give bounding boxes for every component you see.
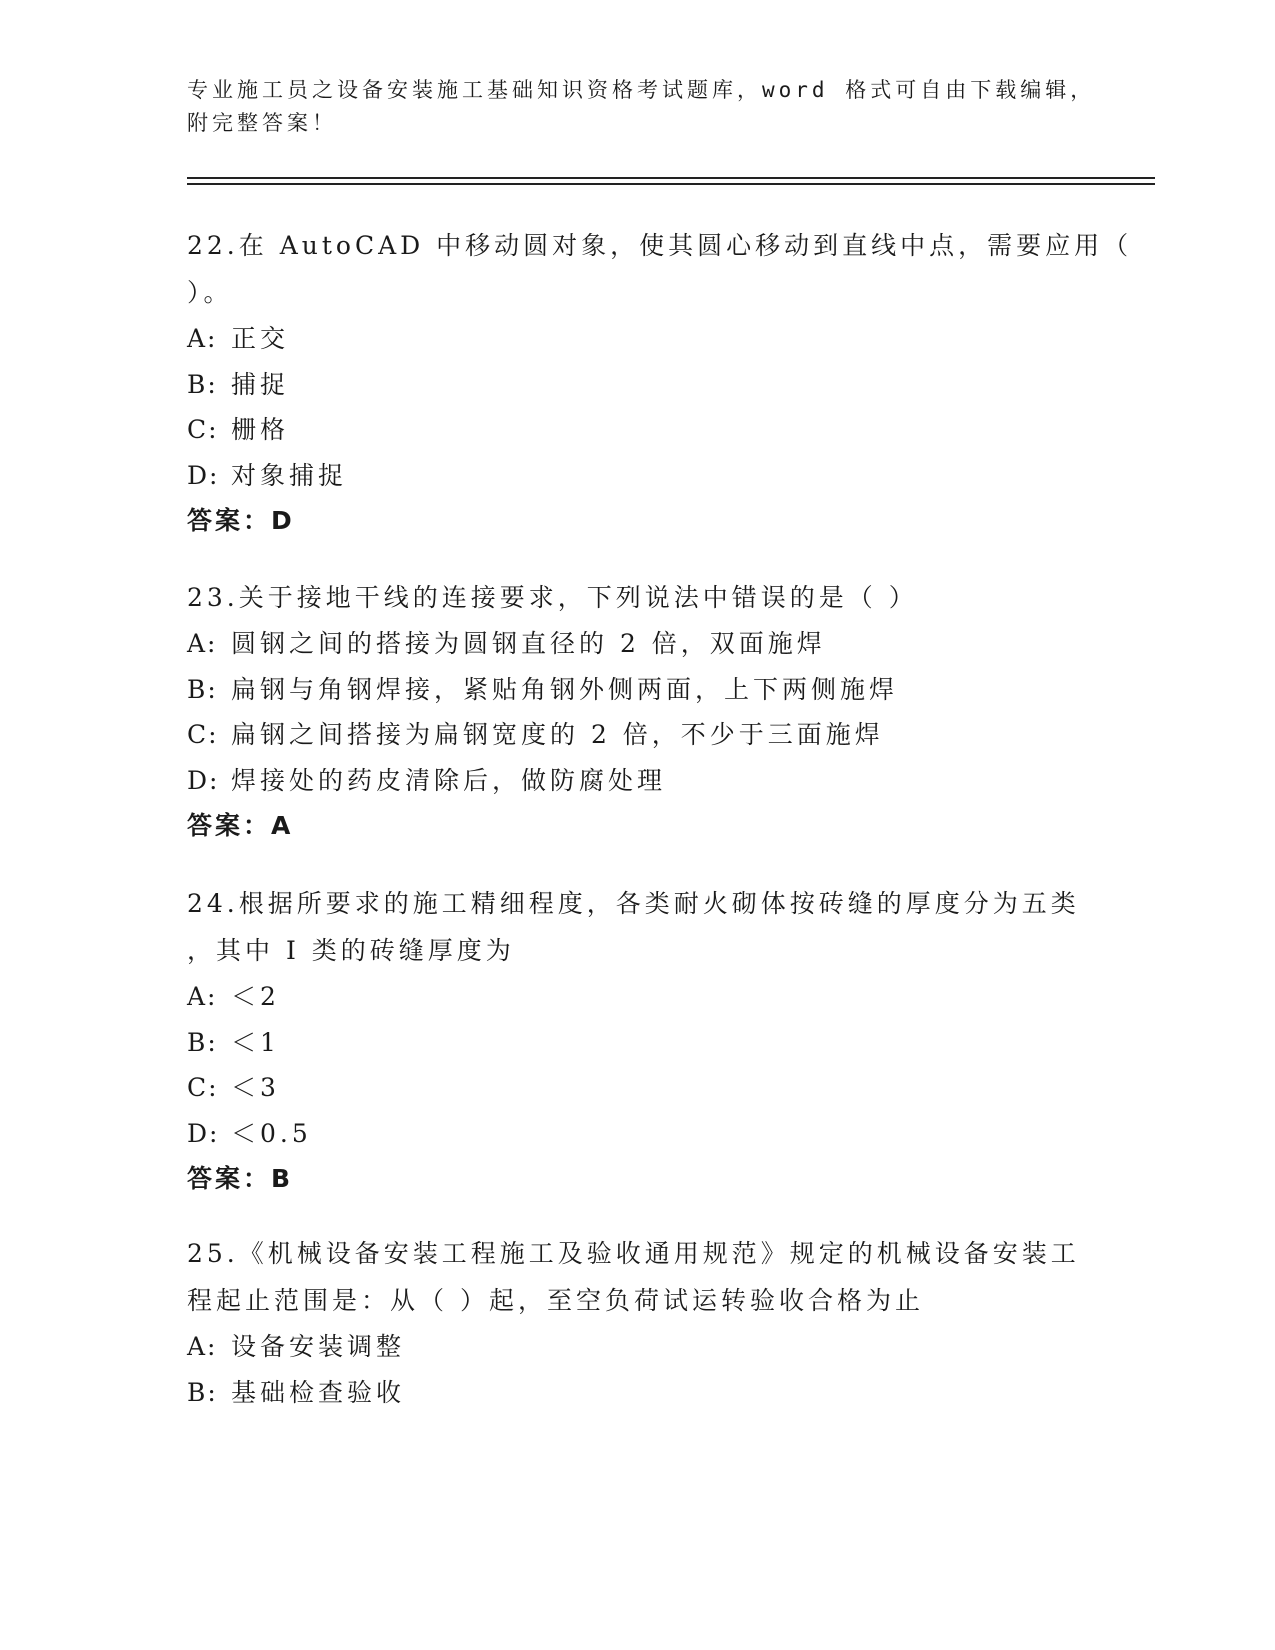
option-text: 栅格 <box>231 415 290 444</box>
option-text: ＜2 <box>231 982 280 1011</box>
option-a <box>187 1324 1087 1370</box>
option-text: 捕捉 <box>231 369 290 399</box>
question-stem <box>187 880 1087 974</box>
option-a <box>187 621 1087 667</box>
option-text: ＜0.5 <box>231 1118 312 1148</box>
option-d <box>187 453 1087 499</box>
option-text: 扁钢之间搭接为扁钢宽度的 2 倍，不少于三面施焊 <box>231 720 884 749</box>
option-label: A: <box>187 629 218 658</box>
option-text: 基础检查验收 <box>231 1377 406 1407</box>
answer: 答案：D <box>187 506 295 535</box>
option-label: B: <box>187 674 218 704</box>
question-stem <box>187 1230 1087 1324</box>
option-text: 设备安装调整 <box>231 1332 406 1361</box>
option-b <box>187 1370 1087 1416</box>
question-24 <box>187 880 1087 1202</box>
question-stem <box>187 574 1087 621</box>
option-c <box>187 712 1087 758</box>
option-text: 扁钢与角钢焊接，紧贴角钢外侧两面，上下两侧施焊 <box>231 674 899 704</box>
document-header <box>187 74 1096 140</box>
option-text: ＜1 <box>231 1027 280 1057</box>
option-label: B: <box>187 1377 218 1407</box>
option-a <box>187 974 1087 1020</box>
stem-line: ）。 <box>187 278 233 307</box>
stem-line: ，其中 I 类的砖缝厚度为 <box>187 936 515 965</box>
option-text: 对象捕捉 <box>231 460 348 490</box>
option-label: A: <box>187 324 218 353</box>
option-label: A: <box>187 982 218 1011</box>
answer: 答案：B <box>187 1164 294 1193</box>
option-b <box>187 362 1087 408</box>
option-label: C: <box>187 415 219 444</box>
option-b <box>187 667 1087 713</box>
stem-line: 25.《机械设备安装工程施工及验收通用规范》规定的机械设备安装工 <box>187 1239 1080 1268</box>
option-d <box>187 758 1087 804</box>
option-label: B: <box>187 369 218 399</box>
header-divider-bottom <box>187 183 1155 185</box>
answer: 答案：A <box>187 811 294 840</box>
option-text: ＜3 <box>231 1073 280 1102</box>
stem-line: 22.在 AutoCAD 中移动圆对象，使其圆心移动到直线中点，需要应用（ <box>187 231 1133 260</box>
option-label: C: <box>187 1073 219 1102</box>
question-23 <box>187 574 1087 849</box>
option-d <box>187 1111 1087 1157</box>
question-stem <box>187 222 1133 316</box>
question-25 <box>187 1230 1087 1415</box>
option-a <box>187 316 1087 362</box>
option-label: D: <box>187 765 220 795</box>
stem-line: 程起止范围是：从（ ）起，至空负荷试运转验收合格为止 <box>187 1286 924 1315</box>
option-c <box>187 407 1087 453</box>
option-label: C: <box>187 720 219 749</box>
header-line-1: 专业施工员之设备安装施工基础知识资格考试题库，word 格式可自由下载编辑， <box>187 78 1096 102</box>
header-line-2: 附完整答案！ <box>187 111 337 135</box>
option-label: A: <box>187 1332 218 1361</box>
option-label: D: <box>187 1118 220 1148</box>
stem-line: 23.关于接地干线的连接要求，下列说法中错误的是（ ） <box>187 583 918 612</box>
stem-line: 24.根据所要求的施工精细程度，各类耐火砌体按砖缝的厚度分为五类 <box>187 889 1080 918</box>
header-divider-top <box>187 177 1155 179</box>
question-22 <box>187 222 1133 544</box>
option-text: 焊接处的药皮清除后，做防腐处理 <box>231 765 667 795</box>
option-label: D: <box>187 460 220 490</box>
option-text: 正交 <box>231 324 290 353</box>
option-c <box>187 1065 1087 1111</box>
option-label: B: <box>187 1027 218 1057</box>
option-b <box>187 1020 1087 1066</box>
option-text: 圆钢之间的搭接为圆钢直径的 2 倍，双面施焊 <box>231 629 826 658</box>
